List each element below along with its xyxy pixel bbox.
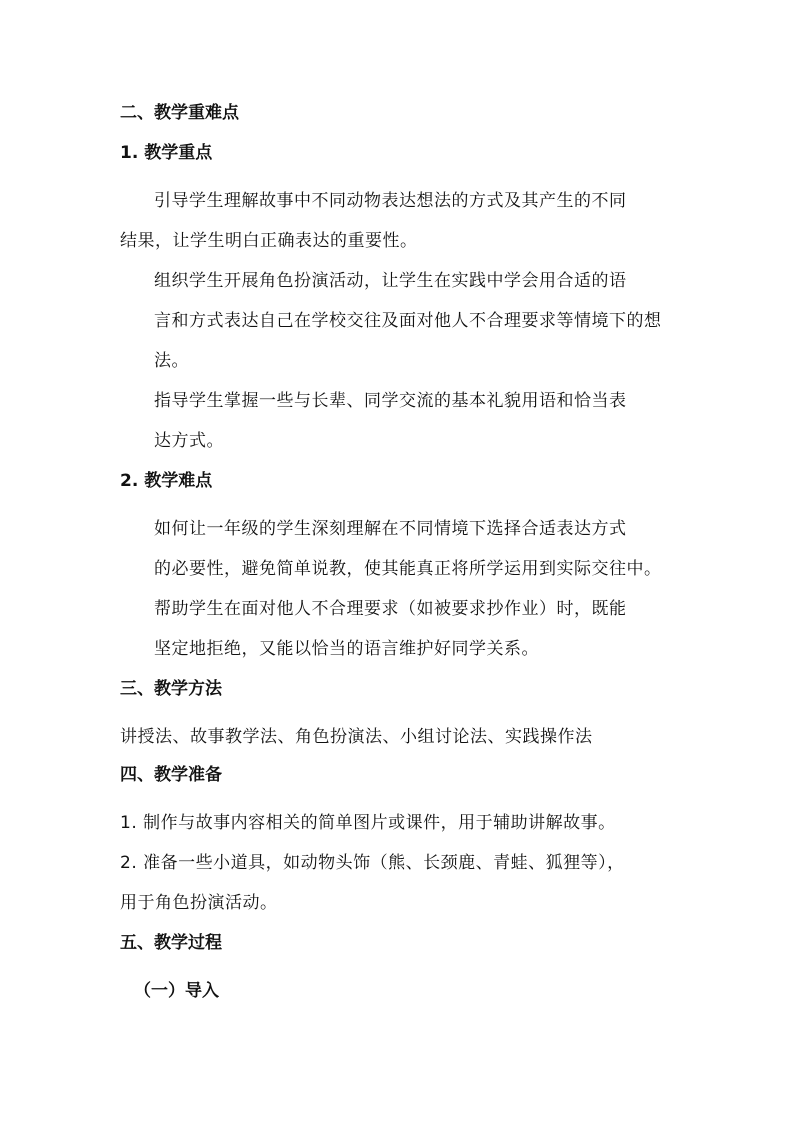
section-3-heading: 三、教学方法 bbox=[120, 679, 222, 699]
text-line: 结果，让学生明白正确表达的重要性。 bbox=[120, 231, 418, 251]
section-5-heading: 五、教学过程 bbox=[120, 933, 222, 953]
section-2-heading: 二、教学重难点 bbox=[120, 103, 239, 123]
key-points-heading: 1. 教学重点 bbox=[120, 143, 213, 163]
text-line: 引导学生理解故事中不同动物表达想法的方式及其产生的不同 bbox=[154, 191, 627, 211]
preparation-item-2 bbox=[120, 843, 676, 923]
difficult-point-paragraph-1 bbox=[120, 509, 676, 589]
section-4-heading: 四、教学准备 bbox=[120, 765, 222, 785]
document-content bbox=[120, 101, 676, 1011]
text-line: 1. 制作与故事内容相关的简单图片或课件，用于辅助讲解故事。 bbox=[120, 813, 616, 833]
text-line: 坚定地拒绝，又能以恰当的语言维护好同学关系。 bbox=[154, 639, 539, 659]
text-line: 2. 准备一些小道具，如动物头饰（熊、长颈鹿、青蛙、狐狸等）， bbox=[120, 853, 625, 873]
preparation-item-1 bbox=[120, 803, 676, 843]
text-line: 如何让一年级的学生深刻理解在不同情境下选择合适表达方式 bbox=[154, 519, 627, 539]
difficult-points-heading: 2. 教学难点 bbox=[120, 471, 213, 491]
difficult-point-paragraph-2 bbox=[120, 589, 676, 669]
text-line: 的必要性，避免简单说教，使其能真正将所学运用到实际交往中。 bbox=[154, 559, 662, 579]
subsection-intro-heading: （一）导入 bbox=[134, 981, 219, 1001]
text-line: 帮助学生在面对他人不合理要求（如被要求抄作业）时，既能 bbox=[154, 599, 627, 619]
key-point-paragraph-1 bbox=[120, 181, 676, 261]
text-line: 指导学生掌握一些与长辈、同学交流的基本礼貌用语和恰当表 bbox=[154, 391, 627, 411]
key-point-paragraph-2 bbox=[120, 261, 676, 381]
key-point-paragraph-3 bbox=[120, 381, 676, 461]
teaching-methods-text: 讲授法、故事教学法、角色扮演法、小组讨论法、实践操作法 bbox=[120, 727, 593, 747]
text-line: 达方式。 bbox=[154, 431, 224, 451]
text-line: 言和方式表达自己在学校交往及面对他人不合理要求等情境下的想 bbox=[154, 311, 662, 331]
text-line: 法。 bbox=[154, 351, 189, 371]
text-line: 用于角色扮演活动。 bbox=[120, 893, 278, 913]
text-line: 组织学生开展角色扮演活动，让学生在实践中学会用合适的语 bbox=[154, 271, 627, 291]
